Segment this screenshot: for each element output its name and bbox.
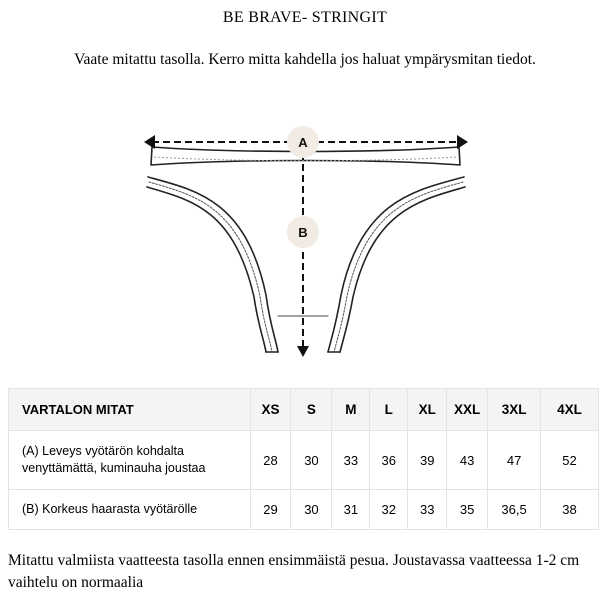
header-size-l: L [370, 389, 408, 431]
garment-measurement-diagram [136, 120, 476, 365]
measurement-footnote: Mitattu valmiista vaatteesta tasolla ennen ensimmäistä pesua. Joustavassa vaatteessa 1-2 cm vaihtelu on normaalia [8, 552, 580, 591]
marker-b [287, 216, 319, 248]
header-size-m: M [332, 389, 370, 431]
header-size-s: S [291, 389, 332, 431]
table-cell: 38 [541, 490, 599, 530]
table-cell: 30 [291, 490, 332, 530]
marker-a-label: A [298, 135, 308, 150]
page-title: BE BRAVE- STRINGIT [222, 9, 388, 26]
row-label-width [9, 431, 251, 490]
row-label-width-line1: (A) Leveys vyötärön kohdalta [22, 444, 184, 458]
table-cell: 28 [250, 431, 291, 490]
garment-body-outline [147, 177, 465, 352]
header-size-4xl: 4XL [541, 389, 599, 431]
table-header-row [9, 389, 599, 431]
header-size-xl: XL [408, 389, 447, 431]
header-size-xxl: XXL [447, 389, 488, 431]
row-label-height: (B) Korkeus haarasta vyötärölle [9, 490, 251, 530]
table-row-height [9, 490, 599, 530]
table-cell: 32 [370, 490, 408, 530]
size-chart-table [8, 388, 599, 530]
header-body-measurements: VARTALON MITAT [9, 389, 251, 431]
height-arrow-b [297, 153, 309, 357]
marker-a [287, 126, 319, 158]
table-cell: 29 [250, 490, 291, 530]
header-size-3xl: 3XL [488, 389, 541, 431]
table-cell: 35 [447, 490, 488, 530]
measurement-instructions: Vaate mitattu tasolla. Kerro mitta kahdella jos haluat ympärysmitan tiedot. [74, 51, 536, 68]
table-cell: 52 [541, 431, 599, 490]
row-label-width-line2: venyttämättä, kuminauha joustaa [22, 461, 206, 475]
table-cell: 36 [370, 431, 408, 490]
marker-b-label: B [298, 225, 308, 240]
table-cell: 33 [408, 490, 447, 530]
table-cell: 36,5 [488, 490, 541, 530]
header-size-xs: XS [250, 389, 291, 431]
table-cell: 47 [488, 431, 541, 490]
table-row-width [9, 431, 599, 490]
table-cell: 31 [332, 490, 370, 530]
table-cell: 39 [408, 431, 447, 490]
table-cell: 33 [332, 431, 370, 490]
table-cell: 43 [447, 431, 488, 490]
table-cell: 30 [291, 431, 332, 490]
